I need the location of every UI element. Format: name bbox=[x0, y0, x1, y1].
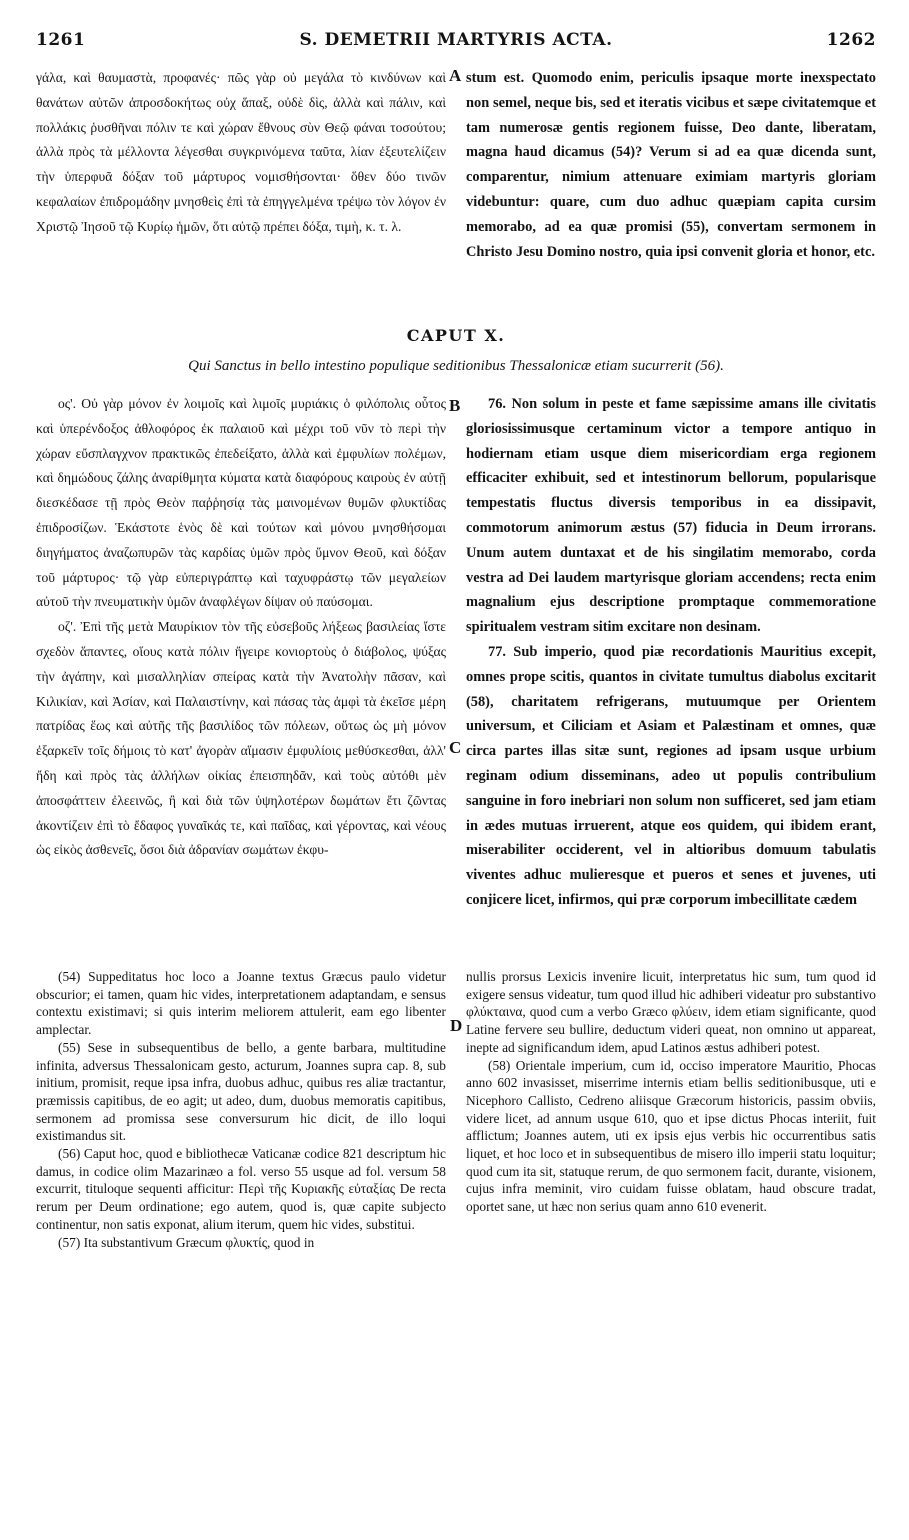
chapter-subtitle: Qui Sanctus in bello intestino populique seditionibus Thessalonicæ etiam sucurrerit (56). bbox=[188, 358, 724, 374]
greek-paragraph: οζ'. Ἐπὶ τῆς μετὰ Μαυρίκιον τὸν τῆς εὐσεβοῦς λήξεως βασιλείας ἴστε σχεδὸν ἅπαντες, οἵους κατὰ πόλιν ἤγειρε κονιορτοὺς ὁ διάβολος, ψύξας τὴν ἀγάπην, καὶ μισαλληλίαν σπείρας κατὰ τὴν Ἀνατολὴν πᾶσαν, καὶ Κιλικίαν, καὶ Ἀσίαν, καὶ Παλαιστίνην, καὶ πάσας τὰς ἀμφὶ τὰ ἐκεῖσε μέρη πατρίδας ἕως καὶ αὐτῆς τῆς βασιλίδος τῶν πόλεων, οὕτως ὡς μὴ μόνον ἐξαρκεῖν τοῖς δήμοις τὸ κατ' ἀγορὰν αἵμασιν ἐμφυλίοις μεθύσκεσθαι, ἀλλ' ἤδη καὶ πρὸς τὰς ἀλλήλων οἰκίας ἐπεισπηδᾶν, καὶ τοὺς αὐτόθι μὲν ἀποσφάττειν ἐλεεινῶς, ἢ καὶ διὰ τῶν ὑψηλοτέρων δωμάτων ἔτι ζῶντας ἀκοντίζειν ἐπὶ τὸ ἔδαφος γυναῖκάς τε, καὶ παῖδας, καὶ γέροντας, καὶ νέους ὡς εἰκὸς ἀσθενεῖς, ὅσοι διὰ ἀδρανίαν σωμάτων ἐκφυ- bbox=[36, 619, 446, 858]
latin-paragraph: 77. Sub imperio, quod piæ recordationis Mauritius excepit, omnes prope scitis, quantos in civitate tumultus diabolus excitarit (58), charitatem refrigerans, mutuumque per Orientem universum, et Ciliciam et Asiam et Palæstinam et omnes, quæ circa partes illas sitæ sunt, regiones ad ipsam usque urbium reginam odium disseminans, adeo ut populis contribulium sanguine in foro inebriari non solum non sufficeret, sed jam etiam in ædes mutuas irruerent, atque eos quidem, qui ibidem erant, miserabiliter occiderent, vel in altioribus domuum tabulatis viventes adhuc mulieresque et pueros et senes et juvenes, uti conjicere licet, infirmos, qui præ corporum imbecillitate cædem bbox=[466, 643, 876, 908]
latin-column-body bbox=[466, 392, 876, 913]
greek-column-body bbox=[36, 392, 446, 863]
footnotes-left bbox=[36, 968, 446, 1251]
chapter-heading: CAPUT X. bbox=[406, 326, 506, 345]
footnote-58: (58) Orientale imperium, cum id, occiso imperatore Mauritio, Phocas anno 602 invasisset, miserrime internis etiam bellis seditionibusque, uti e Nicephoro Callisto, Cedreno aliisque Græcorum historicis, passim obviis, videre licet, ad annum usque 610, quo et ipse dictus Phocas interiit, fuit afflictum; Joannes autem, uti ex ipsis ejus verbis hic occurrentibus satis liquet, et hoc loco et in subsequentibus de misero illo imperii statu loquitur; quod cum ita sit, statuque rerum, de quo sermonem facit, durante, visionem, cujus infra meminit, viro cuidam fuisse oblatam, haud obscure tradat, oportet sane, ut hæc non serius quam anno 610 evenerit. bbox=[466, 1057, 876, 1215]
margin-marker-c: C bbox=[449, 738, 462, 757]
latin-column-top bbox=[466, 66, 876, 264]
footnote-57: (57) Ita substantivum Græcum φλυκτίς, quod in bbox=[58, 1234, 315, 1250]
page-number-left: 1261 bbox=[36, 30, 86, 50]
margin-marker-a: A bbox=[449, 66, 462, 85]
footnote-57-continued: nullis prorsus Lexicis invenire licuit, interpretatus hic sum, tum quod id exigere sensus videatur, tum quod illud hic adhiberi videatur pro substantivo φλύκταινα, quod cum a verbo Græco φλύειν, idem etiam significante, quod Latine fervere seu bullire, deductum videri queat, non omnino ut appareat, inepte ad significandum idem, apud Latinos æstus adhiberi potest. bbox=[466, 969, 876, 1055]
running-header bbox=[36, 30, 876, 58]
running-title: S. DEMETRII MARTYRIS ACTA. bbox=[299, 30, 613, 50]
footnotes-right bbox=[466, 968, 876, 1216]
latin-paragraph: stum est. Quomodo enim, periculis ipsaque morte inexspectato non semel, neque bis, sed et iteratis vicibus et sæpe civitatemque et tam numerosæ gentis regionem fuisse, Deo dante, liberatam, magna haud dicamus (54)? Verum si ad ea quæ dicenda sunt, comparentur, nimium attenuare eximiam martyris gloriam videbuntur: quare, cum duo adhuc quæpiam capita cursim memorabo, ad ea quæ promisi (55), convertam sermonem in Christo Jesu Domino nostro, quia ipsi convenit gloria et honor, etc. bbox=[466, 70, 876, 260]
greek-paragraph: γάλα, καὶ θαυμαστὰ, προφανές· πῶς γὰρ οὐ μεγάλα τὸ κινδύνων καὶ θανάτων αὐτῶν ἀπροσδοκήτως οὐχ ἅπαξ, οὐδὲ δὶς, ἀλλὰ καὶ πάλιν, καὶ πολλάκις ῥυσθῆναι πόλιν τε καὶ χώραν ἔθνους σὺν Θεῷ φάναι τοσούτου; ἀλλὰ πρὸς τὰ μέλλοντα λέγεσθαι συγκρινόμενα ταῦτα, λίαν ἐξευτελίζειν τὴν ὑπερφυᾶ δόξαν τοῦ μάρτυρος νομισθήσονται· ὅθεν δύο τινῶν κεφαλαίων ἐπιδρομάδην μνησθεὶς ἐπὶ τὰ ἐπηγγελμένα τρέψω τὸν λόγον ἐν Χριστῷ Ἰησοῦ τῷ Κυρίῳ ἡμῶν, ὅτι αὐτῷ πρέπει δόξα, τιμὴ, κ. τ. λ. bbox=[36, 70, 446, 234]
page-number-right: 1262 bbox=[826, 30, 876, 50]
latin-paragraph: 76. Non solum in peste et fame sæpissime amans ille civitatis gloriosissimusque certaminum victor a tempore antiquo in hodiernam etiam usque diem misericordiam erga regionem efficaciter exhibuit, sed et intestinorum bellorum, popularisque tempestatis fluctus diversis temporibus in ea dissipavit, commotorum animorum æstus (57) fiducia in Deum irrorans. Unum autem duntaxat et de his singilatim memorabo, corda vestra ad Dei laudem martyrisque gloriam accendens; recta enim magnalium ejus descriptione promptaque commemoratione spiritualem vestram sitim excitare non desinam. bbox=[466, 396, 876, 636]
footnote-56: (56) Caput hoc, quod e bibliothecæ Vaticanæ codice 821 descriptum hic damus, in codice olim Mazarinæo a fol. verso 55 usque ad fol. versum 58 excurrit, tituloque sequenti afficitur: Περὶ τῆς Κυριακῆς εὐταξίας De recta rerum per Deum ordinatione; ego autem, quod is, quæ capite subjecto continentur, non satis exponat, alium iterum, quem hic vides, substitui. bbox=[36, 1146, 446, 1232]
greek-column-top bbox=[36, 66, 446, 240]
margin-marker-b: B bbox=[449, 396, 461, 415]
footnote-54: (54) Suppeditatus hoc loco a Joanne textus Græcus paulo videtur obscurior; ei tamen, quam hic vides, interpretationem adaptandam, e sensus contextu existimavi; si quis interim meliorem attulerit, eam ego libenter amplectar. bbox=[36, 969, 446, 1038]
margin-marker-d: D bbox=[450, 1016, 463, 1035]
greek-paragraph: ος'. Οὐ γὰρ μόνον ἐν λοιμοῖς καὶ λιμοῖς μυριάκις ὁ φιλόπολις οὗτος καὶ ὑπερένδοξος ἀθλοφόρος ἐκ παλαιοῦ καὶ μέχρι τοῦ νῦν τὸ περὶ τὴν χώραν εὔσπλαγχνον πρακτικῶς ἐπεδείξατο, ἀλλὰ καὶ ἐμφυλίων πολέμων, καὶ δημώδους ζάλης ἀναρίθμητα κύματα κατὰ διαφόρους καιροὺς ἐν αὐτῇ διεσκέδασε τῇ πρὸς Θεὸν παῤῥησίᾳ τὰς μαινομένων θυμῶν φλυκτίδας ἐπιδροσίζων. Ἑκάστοτε ἑνὸς δὲ καὶ τούτων καὶ μόνου μνησθήσομαι διηγήματος ἀναζωπυρῶν τὰς καρδίας ὑμῶν πρὸς ὕμνον Θεοῦ, καὶ δόξαν τοῦ μάρτυρος· τῷ γὰρ εὐπεριγράπτῳ καὶ ταχυφράστῳ τῶν μεγαλείων αὐτοῦ τὴν πνευματικὴν ὑμῶν ἀναφλέγων δίψαν οὐ παύσομαι. bbox=[36, 396, 446, 610]
footnote-55: (55) Sese in subsequentibus de bello, a gente barbara, multitudine infinita, adversus Thessalonicam gesto, acturum, Joannes supra cap. 8, sub initium, promisit, reque ipsa infra, duobus adhuc, quibus res aliæ tractantur, præmissis capitibus, de eo agit; ut adeo, dum, duobus memoratis capitibus, sermonem ad promissa sese conversurum hic dicit, de illo loqui existimandus sit. bbox=[36, 1039, 446, 1144]
